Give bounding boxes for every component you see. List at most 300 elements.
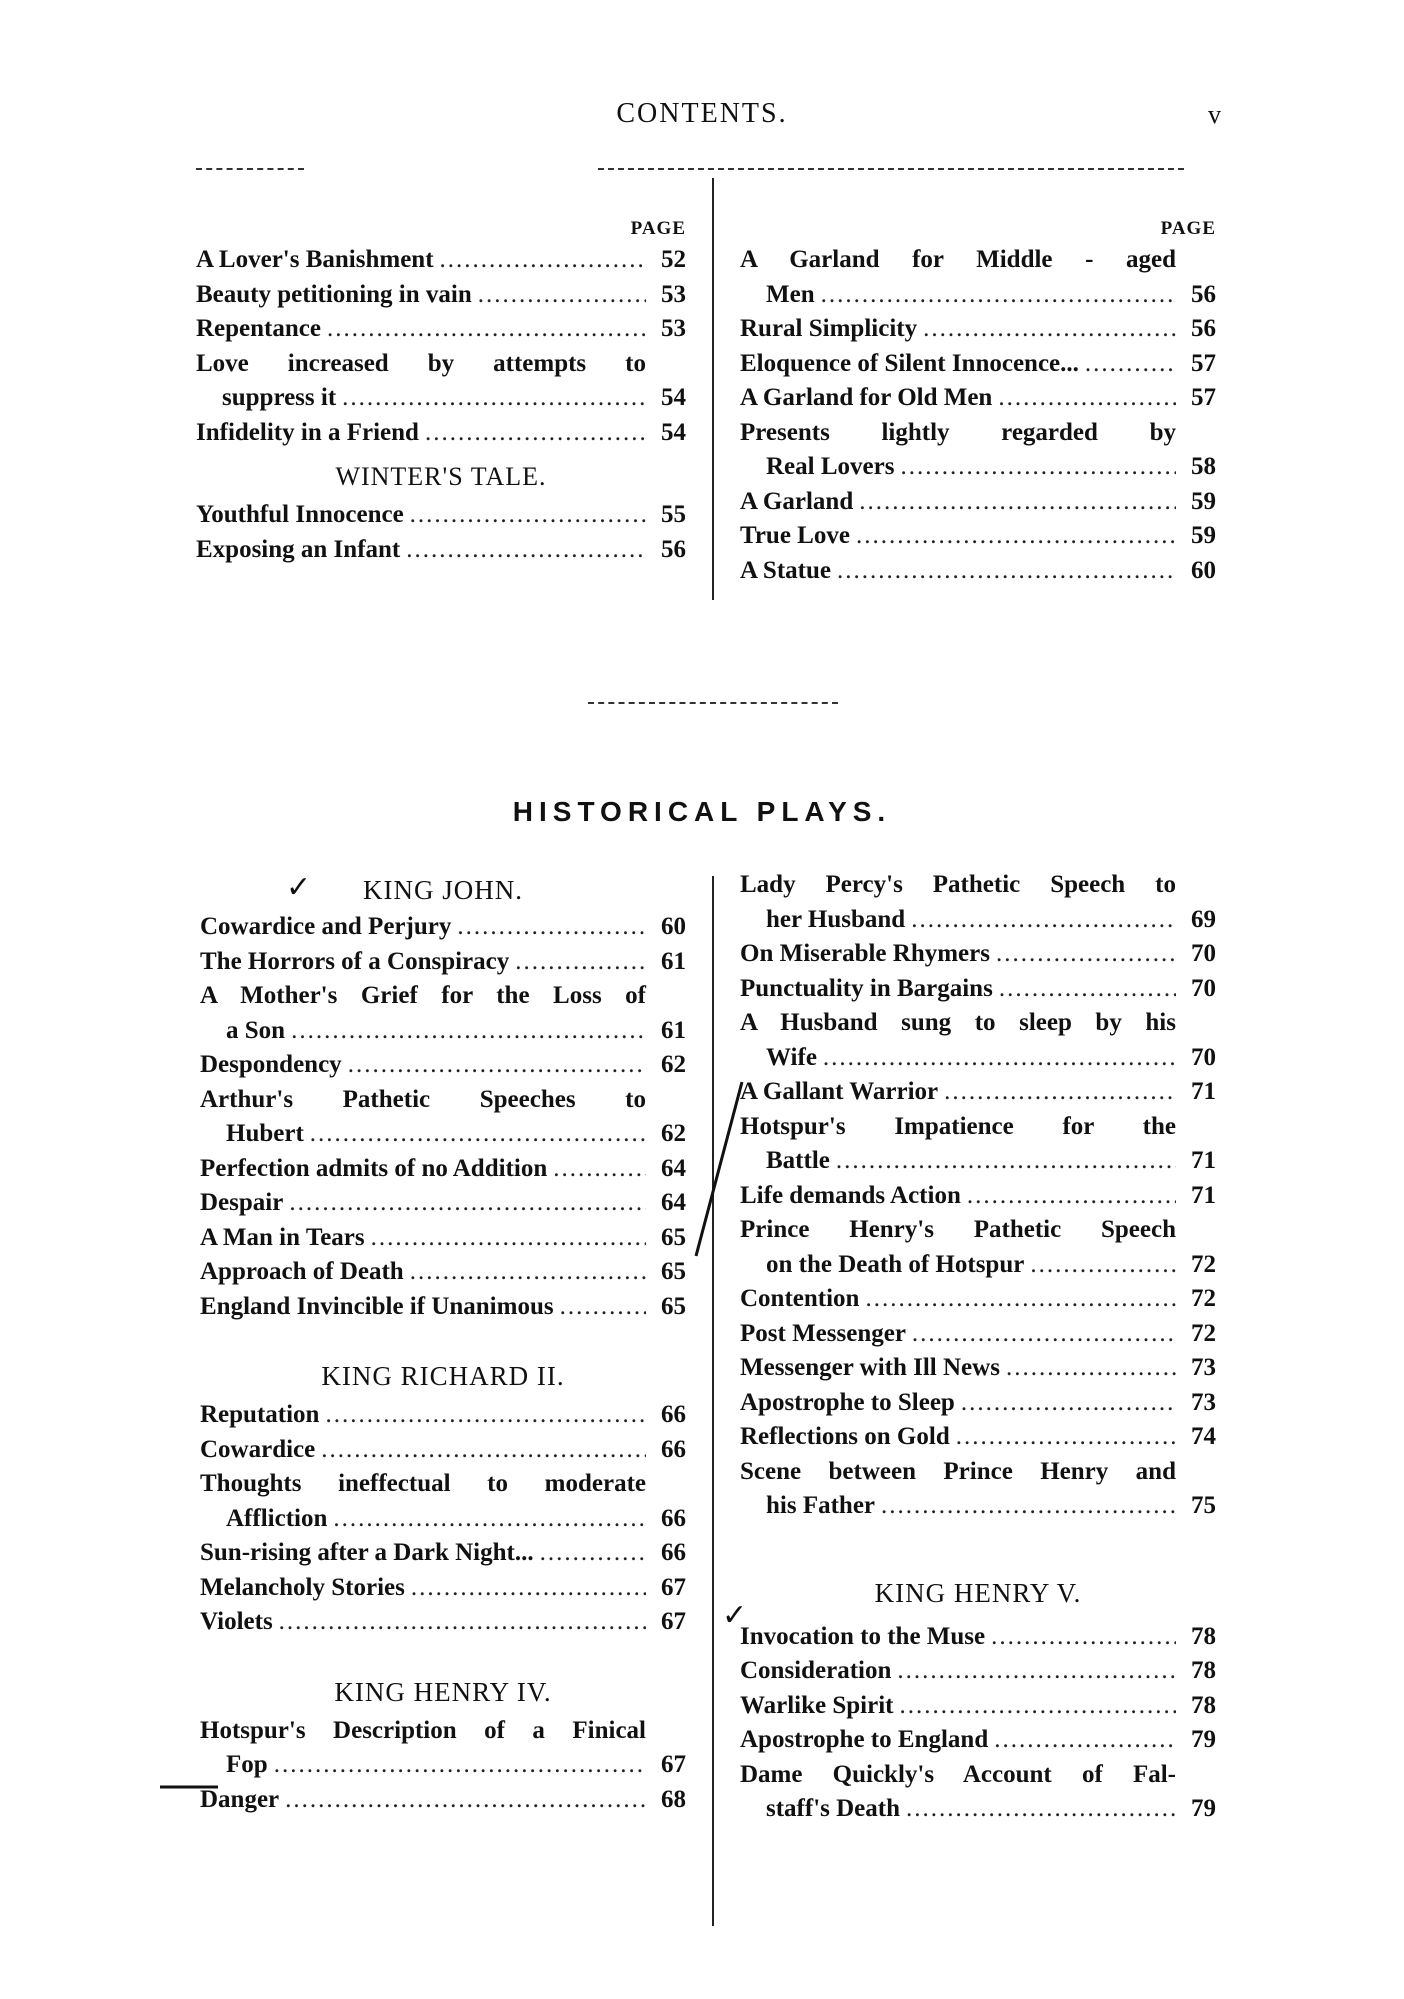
entry-page-number: 79 — [1191, 1795, 1216, 1822]
entry-row — [200, 1290, 686, 1325]
dot-leader — [944, 1075, 1176, 1110]
entry-title: Punctuality in Bargains — [740, 974, 993, 1002]
entry-page-number: 66 — [661, 1435, 686, 1463]
entry-page-number: 71 — [1191, 1181, 1216, 1209]
toc-entry — [740, 1006, 1216, 1075]
dot-leader — [912, 1317, 1176, 1352]
entry-list — [740, 243, 1216, 588]
entry-row — [740, 1489, 1216, 1524]
entry-row — [200, 1433, 686, 1468]
entry-title: Repentance — [196, 315, 321, 342]
historical-plays-heading: HISTORICAL PLAYS. — [512, 796, 892, 827]
dot-leader — [406, 533, 646, 568]
dot-leader — [325, 1398, 646, 1433]
entry-title: Cowardice — [200, 1435, 316, 1463]
toc-entry — [740, 868, 1216, 937]
entry-title: on the Death of Hotspur — [766, 1250, 1025, 1278]
entry-page-number: 72 — [1191, 1319, 1216, 1347]
entry-row — [740, 1620, 1216, 1655]
entry-row — [200, 1048, 686, 1083]
dot-leader — [289, 1186, 646, 1221]
dot-leader — [859, 485, 1176, 520]
page-column-label: PAGE — [630, 218, 686, 239]
entry-title: Beauty petitioning in vain — [196, 280, 472, 308]
dot-leader — [274, 1748, 646, 1783]
toc-entry — [200, 1221, 686, 1256]
dot-leader — [961, 1386, 1176, 1421]
section-heading-king-henry-iv: KING HENRY IV. — [334, 1676, 552, 1707]
entry-title-line: A Mother's Grief for the Loss of — [200, 982, 646, 1009]
entry-title: England Invincible if Unanimous — [200, 1292, 554, 1320]
entry-page-number: 58 — [1191, 453, 1216, 480]
toc-entry — [200, 1255, 686, 1290]
entry-title: suppress it — [222, 384, 337, 411]
toc-entry — [740, 1282, 1216, 1317]
entry-page-number: 78 — [1191, 1622, 1216, 1650]
toc-entry — [200, 1536, 686, 1571]
entry-row — [740, 381, 1216, 416]
entry-row — [740, 278, 1216, 313]
entry-title: A Garland for Old Men — [740, 384, 993, 411]
dot-leader — [440, 243, 646, 278]
entry-row — [740, 903, 1216, 938]
toc-entry — [740, 1620, 1216, 1655]
dot-leader — [285, 1783, 646, 1818]
entry-row — [200, 1748, 686, 1783]
entry-page-number: 73 — [1191, 1388, 1216, 1416]
toc-entry — [196, 312, 686, 347]
dot-leader — [999, 972, 1176, 1007]
entry-title: Danger — [200, 1785, 280, 1813]
entry-page-number: 67 — [661, 1573, 686, 1601]
entry-list — [740, 1620, 1216, 1827]
toc-entry — [740, 485, 1216, 520]
dot-leader — [425, 416, 646, 451]
entry-row — [200, 1398, 686, 1433]
entry-title: Cowardice and Perjury — [200, 913, 452, 940]
entry-page-number: 57 — [1191, 384, 1216, 411]
toc-entry — [740, 1075, 1216, 1110]
entry-row — [740, 1792, 1216, 1827]
entry-page-number: 53 — [661, 315, 686, 342]
page-title: CONTENTS. — [616, 98, 788, 129]
entry-row — [740, 1144, 1216, 1179]
dot-leader — [994, 1723, 1176, 1758]
entry-title-line: Dame Quickly's Account of Fal- — [740, 1760, 1176, 1788]
dot-leader — [881, 1489, 1176, 1524]
dot-leader — [897, 1654, 1176, 1689]
header-rule-left — [196, 168, 304, 170]
entry-page-number: 79 — [1191, 1726, 1216, 1753]
toc-entry — [740, 519, 1216, 554]
entry-title: a Son — [226, 1016, 286, 1044]
entry-row — [200, 1502, 686, 1537]
dot-leader — [478, 278, 646, 313]
entry-page-number: 59 — [1191, 522, 1216, 549]
entry-title: Infidelity in a Friend — [196, 418, 419, 446]
entry-page-number: 55 — [661, 501, 686, 528]
dot-leader — [823, 1041, 1176, 1076]
entry-title: Sun-rising after a Dark Night... — [200, 1539, 534, 1566]
entry-title: Messenger with Ill News — [740, 1354, 1000, 1381]
entry-title: Apostrophe to England — [740, 1726, 989, 1753]
entry-title: staff's Death — [766, 1795, 901, 1822]
entry-row — [740, 312, 1216, 347]
entry-title: Affliction — [226, 1504, 328, 1532]
dot-leader — [837, 554, 1176, 589]
entry-row — [740, 1282, 1216, 1317]
toc-entry — [200, 910, 686, 945]
entry-row — [740, 1041, 1216, 1076]
entry-row — [740, 1689, 1216, 1724]
entry-list — [200, 1714, 686, 1818]
dot-leader — [457, 910, 646, 945]
entry-page-number: 74 — [1191, 1423, 1216, 1450]
entry-page-number: 71 — [1191, 1147, 1216, 1174]
toc-entry — [196, 278, 686, 313]
entry-title: Reputation — [200, 1401, 320, 1428]
entry-title: Despair — [200, 1189, 284, 1216]
dot-leader — [411, 1571, 646, 1606]
dot-leader — [821, 278, 1176, 313]
entry-title: Exposing an Infant — [196, 535, 401, 563]
entry-page-number: 54 — [661, 384, 686, 411]
toc-entry — [196, 416, 686, 451]
entry-page-number: 78 — [1191, 1691, 1216, 1719]
entry-title-line: Lady Percy's Pathetic Speech to — [740, 871, 1176, 898]
dot-leader — [321, 1433, 646, 1468]
entry-row — [196, 312, 686, 347]
entry-page-number: 53 — [661, 280, 686, 308]
section-heading-king-henry-v: KING HENRY V. — [874, 1577, 1082, 1608]
toc-entry — [740, 1110, 1216, 1179]
entry-page-number: 64 — [661, 1189, 686, 1216]
toc-entry — [740, 1420, 1216, 1455]
toc-entry — [740, 972, 1216, 1007]
entry-title: Fop — [226, 1751, 268, 1778]
entry-title: On Miserable Rhymers — [740, 940, 990, 967]
toc-entry — [200, 979, 686, 1048]
toc-entry — [200, 1605, 686, 1640]
entry-page-number: 66 — [661, 1401, 686, 1428]
top-left-column — [196, 215, 686, 567]
entry-title-line: Thoughts ineffectual to moderate — [200, 1470, 646, 1497]
entry-title-line: A Husband sung to sleep by his — [740, 1009, 1176, 1036]
top-right-column — [740, 215, 1216, 588]
entry-title: The Horrors of a Conspiracy — [200, 947, 510, 975]
entry-page-number: 70 — [1191, 974, 1216, 1002]
entry-page-number: 59 — [1191, 487, 1216, 515]
entry-title: Battle — [766, 1147, 830, 1174]
entry-title-line: Hotspur's Impatience for the — [740, 1112, 1176, 1140]
toc-entry — [200, 945, 686, 980]
entry-row — [740, 1248, 1216, 1283]
page-column-label: PAGE — [1160, 218, 1216, 239]
dot-leader — [279, 1605, 646, 1640]
dot-leader — [1006, 1351, 1176, 1386]
dot-leader — [923, 312, 1176, 347]
entry-title: A Statue — [740, 556, 831, 584]
entry-title: Perfection admits of no Addition — [200, 1154, 548, 1182]
toc-entry — [200, 1433, 686, 1468]
entry-page-number: 65 — [661, 1292, 686, 1320]
toc-entry — [740, 1689, 1216, 1724]
dot-leader — [553, 1152, 646, 1187]
entry-title: Warlike Spirit — [740, 1691, 894, 1719]
entry-title-line: Presents lightly regarded by — [740, 418, 1176, 446]
entry-page-number: 67 — [661, 1608, 686, 1635]
section-heading-king-john: KING JOHN. — [363, 875, 523, 905]
toc-entry — [200, 1048, 686, 1083]
toc-entry — [740, 347, 1216, 382]
entry-title: Wife — [766, 1043, 817, 1071]
entry-title: Real Lovers — [766, 453, 895, 480]
entry-row — [200, 1014, 686, 1049]
bottom-left-column — [200, 870, 686, 1817]
entry-title-line: A Garland for Middle - aged — [740, 246, 1176, 273]
entry-row — [740, 450, 1216, 485]
bottom-column-divider — [712, 876, 714, 1926]
dot-leader — [1030, 1248, 1176, 1283]
toc-entry — [740, 416, 1216, 485]
entry-page-number: 56 — [1191, 280, 1216, 308]
dot-leader — [342, 381, 646, 416]
entry-row — [740, 972, 1216, 1007]
entry-title: A Lover's Banishment — [196, 246, 434, 273]
entry-row — [740, 1386, 1216, 1421]
entry-page-number: 60 — [1191, 556, 1216, 584]
entry-page-number: 71 — [1191, 1078, 1216, 1105]
handwritten-pencil-dash — [158, 1782, 220, 1792]
entry-row — [740, 554, 1216, 589]
section-heading-king-richard-ii: KING RICHARD II. — [321, 1361, 565, 1391]
entry-page-number: 78 — [1191, 1657, 1216, 1684]
toc-entry — [196, 243, 686, 278]
toc-entry — [200, 1571, 686, 1606]
entry-page-number: 54 — [661, 418, 686, 446]
entry-title: her Husband — [766, 905, 906, 933]
entry-title: Melancholy Stories — [200, 1573, 405, 1601]
handwritten-pencil-stroke — [690, 1080, 750, 1260]
dot-leader — [906, 1792, 1176, 1827]
dot-leader — [856, 519, 1176, 554]
toc-entry — [740, 1179, 1216, 1214]
entry-row — [740, 1351, 1216, 1386]
dot-leader — [560, 1290, 646, 1325]
toc-entry — [740, 1654, 1216, 1689]
entry-row — [200, 910, 686, 945]
toc-entry — [740, 381, 1216, 416]
entry-list — [196, 498, 686, 567]
entry-list — [200, 1398, 686, 1640]
entry-title-line: Hotspur's Description of a Finical — [200, 1716, 646, 1744]
entry-page-number: 56 — [1191, 315, 1216, 342]
entry-page-number: 73 — [1191, 1354, 1216, 1381]
dot-leader — [996, 937, 1176, 972]
entry-page-number: 62 — [661, 1051, 686, 1078]
entry-title: Reflections on Gold — [740, 1423, 950, 1450]
entry-list — [740, 868, 1216, 1524]
entry-page-number: 60 — [661, 913, 686, 940]
entry-title: A Gallant Warrior — [740, 1078, 939, 1105]
dot-leader — [540, 1536, 646, 1571]
entry-row — [740, 485, 1216, 520]
dot-leader — [410, 498, 646, 533]
top-column-divider — [712, 178, 714, 600]
entry-title: A Man in Tears — [200, 1223, 365, 1251]
entry-title: Men — [766, 280, 815, 308]
toc-entry — [740, 1723, 1216, 1758]
dot-leader — [911, 903, 1176, 938]
toc-entry — [740, 312, 1216, 347]
toc-entry — [200, 1398, 686, 1433]
dot-leader — [348, 1048, 646, 1083]
dot-leader — [1085, 347, 1176, 382]
entry-list — [200, 910, 686, 1324]
dot-leader — [310, 1117, 646, 1152]
entry-title: Invocation to the Muse — [740, 1622, 986, 1650]
toc-entry — [200, 1186, 686, 1221]
dot-leader — [410, 1255, 646, 1290]
dot-leader — [327, 312, 646, 347]
entry-row — [200, 945, 686, 980]
entry-title: True Love — [740, 522, 850, 549]
dot-leader — [836, 1144, 1176, 1179]
dot-leader — [333, 1502, 646, 1537]
entry-list — [196, 243, 686, 450]
entry-page-number: 65 — [661, 1258, 686, 1285]
toc-entry — [740, 1455, 1216, 1524]
toc-entry — [740, 1351, 1216, 1386]
entry-row — [740, 1420, 1216, 1455]
entry-page-number: 56 — [661, 535, 686, 563]
toc-entry — [200, 1083, 686, 1152]
toc-entry — [196, 498, 686, 533]
dot-leader — [998, 381, 1176, 416]
bottom-right-column — [740, 868, 1216, 1827]
handwritten-check-mark: ✓ — [286, 870, 312, 905]
entry-title: Despondency — [200, 1051, 342, 1078]
section-separator — [588, 702, 838, 704]
toc-entry — [200, 1783, 686, 1818]
toc-entry — [196, 533, 686, 568]
entry-page-number: 66 — [661, 1539, 686, 1566]
toc-entry — [200, 1152, 686, 1187]
entry-row — [200, 1255, 686, 1290]
entry-title: Life demands Action — [740, 1181, 961, 1209]
dot-leader — [956, 1420, 1176, 1455]
entry-title: Contention — [740, 1285, 860, 1312]
entry-title: Hubert — [226, 1120, 304, 1147]
entry-row — [740, 1317, 1216, 1352]
entry-row — [200, 1152, 686, 1187]
toc-entry — [740, 243, 1216, 312]
entry-page-number: 72 — [1191, 1250, 1216, 1278]
entry-page-number: 61 — [661, 1016, 686, 1044]
toc-entry — [740, 1386, 1216, 1421]
entry-title: Rural Simplicity — [740, 315, 918, 342]
entry-row — [740, 519, 1216, 554]
toc-entry — [740, 1758, 1216, 1827]
entry-page-number: 57 — [1191, 349, 1216, 377]
entry-title-line: Arthur's Pathetic Speeches to — [200, 1085, 646, 1113]
toc-entry — [740, 554, 1216, 589]
entry-row — [200, 1571, 686, 1606]
entry-title-line: Love increased by attempts to — [196, 349, 646, 377]
toc-entry — [740, 937, 1216, 972]
toc-entry — [200, 1714, 686, 1783]
entry-row — [200, 1536, 686, 1571]
page-number: v — [1208, 100, 1221, 129]
entry-row — [740, 347, 1216, 382]
entry-row — [200, 1117, 686, 1152]
entry-page-number: 70 — [1191, 1043, 1216, 1071]
section-heading-winters-tale: WINTER'S TALE. — [335, 462, 547, 491]
entry-row — [200, 1221, 686, 1256]
entry-page-number: 65 — [661, 1223, 686, 1251]
entry-title: Apostrophe to Sleep — [740, 1388, 955, 1416]
entry-page-number: 72 — [1191, 1285, 1216, 1312]
entry-page-number: 69 — [1191, 905, 1216, 933]
entry-page-number: 64 — [661, 1154, 686, 1182]
dot-leader — [371, 1221, 646, 1256]
toc-entry — [196, 347, 686, 416]
entry-row — [196, 416, 686, 451]
entry-row — [196, 278, 686, 313]
entry-row — [740, 1654, 1216, 1689]
entry-page-number: 66 — [661, 1504, 686, 1532]
entry-title: Eloquence of Silent Innocence... — [740, 349, 1079, 377]
dot-leader — [900, 450, 1176, 485]
dot-leader — [515, 945, 646, 980]
entry-page-number: 75 — [1191, 1492, 1216, 1519]
entry-title: his Father — [766, 1492, 876, 1519]
entry-title-line: Scene between Prince Henry and — [740, 1457, 1176, 1485]
entry-page-number: 68 — [661, 1785, 686, 1813]
entry-title: Violets — [200, 1608, 273, 1635]
entry-page-number: 62 — [661, 1120, 686, 1147]
entry-row — [740, 937, 1216, 972]
entry-title: A Garland — [740, 487, 854, 515]
entry-row — [200, 1783, 686, 1818]
entry-title: Youthful Innocence — [196, 501, 404, 528]
toc-entry — [200, 1467, 686, 1536]
entry-row — [196, 498, 686, 533]
entry-row — [740, 1723, 1216, 1758]
handwritten-check-mark: ✓ — [722, 1598, 748, 1633]
entry-title: Consideration — [740, 1657, 892, 1684]
toc-entry — [200, 1290, 686, 1325]
entry-page-number: 61 — [661, 947, 686, 975]
entry-row — [196, 381, 686, 416]
header-rule-right — [598, 168, 1184, 170]
entry-title-line: Prince Henry's Pathetic Speech — [740, 1216, 1176, 1243]
entry-row — [196, 533, 686, 568]
entry-page-number: 52 — [661, 246, 686, 273]
toc-entry — [740, 1317, 1216, 1352]
entry-title: Approach of Death — [200, 1258, 404, 1285]
dot-leader — [991, 1620, 1176, 1655]
running-head — [0, 98, 1404, 138]
dot-leader — [291, 1014, 646, 1049]
entry-row — [740, 1075, 1216, 1110]
entry-row — [200, 1605, 686, 1640]
dot-leader — [865, 1282, 1176, 1317]
entry-page-number: 70 — [1191, 940, 1216, 967]
entry-row — [200, 1186, 686, 1221]
toc-entry — [740, 1213, 1216, 1282]
entry-page-number: 67 — [661, 1751, 686, 1778]
